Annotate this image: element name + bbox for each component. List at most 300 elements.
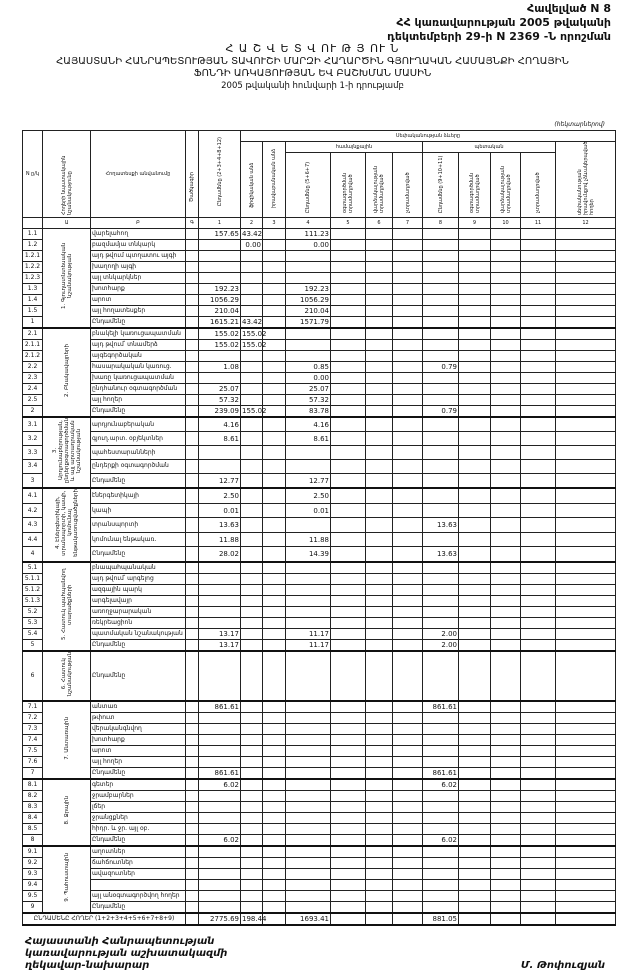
value-cell	[491, 735, 521, 746]
value-cell	[556, 824, 616, 835]
group-label: 2. Բնակավայրերի	[63, 344, 70, 397]
land-type-name: ավազուտներ	[91, 869, 186, 880]
value-cell	[556, 273, 616, 284]
value-cell	[491, 518, 521, 533]
value-cell	[423, 503, 459, 518]
value-cell	[423, 651, 459, 701]
grand-total-value	[459, 913, 491, 925]
value-cell	[521, 701, 556, 713]
value-cell	[556, 813, 616, 824]
value-cell	[286, 735, 331, 746]
value-cell	[459, 617, 491, 628]
value-cell	[423, 880, 459, 891]
value-cell	[521, 880, 556, 891]
table-row	[23, 735, 616, 746]
land-type-name: այլ հողատեսքեր	[91, 306, 186, 317]
value-cell	[521, 869, 556, 880]
value-cell	[366, 229, 393, 240]
code-cell	[186, 724, 199, 735]
value-cell	[241, 701, 263, 713]
value-cell	[263, 779, 286, 791]
value-cell: 14.39	[286, 547, 331, 562]
value-cell	[556, 713, 616, 724]
value-cell	[366, 384, 393, 395]
value-cell	[263, 351, 286, 362]
value-cell	[521, 417, 556, 432]
value-cell	[366, 846, 393, 858]
value-cell	[286, 701, 331, 713]
value-cell	[263, 306, 286, 317]
value-cell	[423, 373, 459, 384]
header-col-text: օգտագործման տրամադրված	[342, 172, 354, 213]
value-cell: 12.77	[286, 473, 331, 488]
value-cell	[366, 835, 393, 847]
value-cell	[491, 362, 521, 373]
value-cell	[459, 488, 491, 503]
table-row	[23, 340, 616, 351]
value-cell	[556, 651, 616, 701]
subtotal-row	[23, 547, 616, 562]
row-number: 4.4	[23, 532, 43, 547]
value-cell	[459, 240, 491, 251]
value-cell	[393, 757, 423, 768]
value-cell	[366, 417, 393, 432]
value-cell	[286, 858, 331, 869]
header-no-text: N ը/կ	[25, 170, 40, 177]
value-cell	[366, 802, 393, 813]
value-cell	[423, 432, 459, 446]
value-cell	[241, 869, 263, 880]
land-type-name: այգեգործական	[91, 351, 186, 362]
value-cell	[366, 573, 393, 584]
value-cell	[393, 306, 423, 317]
value-cell	[459, 406, 491, 418]
value-cell: 0.01	[199, 503, 241, 518]
code-cell	[186, 791, 199, 802]
value-cell	[521, 713, 556, 724]
value-cell	[556, 902, 616, 914]
value-cell	[241, 251, 263, 262]
value-cell	[459, 351, 491, 362]
value-cell	[331, 713, 366, 724]
signatory-name: Մ. Թոփուզյան	[520, 960, 605, 972]
table-row	[23, 262, 616, 273]
value-cell	[331, 824, 366, 835]
value-cell: 57.32	[199, 395, 241, 406]
value-cell	[263, 573, 286, 584]
code-cell	[186, 406, 199, 418]
value-cell	[556, 835, 616, 847]
value-cell	[423, 595, 459, 606]
group-cell	[43, 488, 91, 562]
code-cell	[186, 351, 199, 362]
value-cell	[263, 384, 286, 395]
value-cell: 2.50	[199, 488, 241, 503]
value-cell	[331, 240, 366, 251]
value-cell	[241, 858, 263, 869]
value-cell	[393, 273, 423, 284]
row-number: 6	[23, 651, 43, 701]
value-cell: 25.07	[199, 384, 241, 395]
value-cell	[491, 713, 521, 724]
value-cell	[491, 880, 521, 891]
value-cell	[263, 746, 286, 757]
value-cell	[423, 584, 459, 595]
header-col-text: Ընդամենը (5+6+7)	[305, 161, 311, 213]
value-cell	[393, 802, 423, 813]
value-cell	[491, 562, 521, 574]
value-cell	[366, 362, 393, 373]
value-cell	[521, 460, 556, 474]
value-cell	[393, 362, 423, 373]
value-cell: 861.61	[199, 701, 241, 713]
row-number: 1.5	[23, 306, 43, 317]
value-cell	[459, 340, 491, 351]
land-type-name: բազմամյա տնկարկ	[91, 240, 186, 251]
code-cell	[186, 813, 199, 824]
value-cell	[459, 547, 491, 562]
value-cell	[331, 835, 366, 847]
value-cell	[331, 229, 366, 240]
value-cell	[491, 584, 521, 595]
value-cell	[286, 328, 331, 340]
value-cell	[491, 768, 521, 780]
value-cell	[521, 373, 556, 384]
value-cell	[241, 503, 263, 518]
value-cell	[366, 373, 393, 384]
header-col-10	[491, 153, 521, 218]
value-cell	[286, 779, 331, 791]
value-cell	[459, 846, 491, 858]
row-number: 8.2	[23, 791, 43, 802]
value-cell	[393, 373, 423, 384]
value-cell	[459, 503, 491, 518]
value-cell	[521, 746, 556, 757]
group-label: 9. Պահուստային	[63, 853, 70, 903]
row-number: 8.4	[23, 813, 43, 824]
value-cell	[366, 488, 393, 503]
value-cell	[331, 779, 366, 791]
value-cell	[491, 384, 521, 395]
value-cell	[459, 584, 491, 595]
value-cell	[366, 351, 393, 362]
value-cell	[286, 813, 331, 824]
value-cell	[263, 757, 286, 768]
grand-total-value: 198.44	[242, 915, 267, 924]
table-row	[23, 791, 616, 802]
code-cell	[186, 735, 199, 746]
value-cell	[286, 562, 331, 574]
subtotal-row	[23, 639, 616, 651]
value-cell	[491, 813, 521, 824]
header-col-4	[286, 153, 331, 218]
value-cell	[423, 306, 459, 317]
land-type-name: առողջարարական	[91, 606, 186, 617]
value-cell	[521, 306, 556, 317]
value-cell	[393, 639, 423, 651]
value-cell	[423, 351, 459, 362]
value-cell	[331, 880, 366, 891]
value-cell	[241, 284, 263, 295]
value-cell	[393, 328, 423, 340]
value-cell	[241, 824, 263, 835]
value-cell	[331, 562, 366, 574]
code-cell	[186, 306, 199, 317]
value-cell: 4.16	[286, 417, 331, 432]
value-cell	[423, 395, 459, 406]
code-cell	[186, 779, 199, 791]
value-cell	[366, 317, 393, 329]
header-col-5	[331, 153, 366, 218]
value-cell	[556, 306, 616, 317]
value-cell	[393, 395, 423, 406]
subtotal-row	[23, 317, 616, 329]
table-row	[23, 813, 616, 824]
value-cell	[366, 724, 393, 735]
row-number: 7.4	[23, 735, 43, 746]
code-cell	[186, 880, 199, 891]
value-cell	[491, 617, 521, 628]
land-type-name: անտառ	[91, 701, 186, 713]
value-cell	[366, 880, 393, 891]
table-row	[23, 432, 616, 446]
value-cell	[331, 846, 366, 858]
value-cell	[521, 518, 556, 533]
land-type-name: այդ թվում՝ արգելոց	[91, 573, 186, 584]
code-cell	[186, 606, 199, 617]
value-cell	[331, 373, 366, 384]
value-cell	[241, 891, 263, 902]
value-cell	[263, 846, 286, 858]
value-cell	[331, 902, 366, 914]
value-cell	[263, 362, 286, 373]
column-number: 3	[263, 218, 286, 229]
value-cell	[459, 306, 491, 317]
value-cell	[286, 340, 331, 351]
value-cell	[521, 891, 556, 902]
value-cell: 157.65	[199, 229, 241, 240]
value-cell	[459, 746, 491, 757]
value-cell	[393, 262, 423, 273]
code-cell	[186, 639, 199, 651]
table-row	[23, 802, 616, 813]
value-cell	[241, 473, 263, 488]
value-cell	[331, 340, 366, 351]
value-cell	[199, 262, 241, 273]
value-cell	[241, 617, 263, 628]
value-cell	[393, 432, 423, 446]
grand-total-value: 881.05	[423, 913, 459, 925]
value-cell	[459, 869, 491, 880]
value-cell	[241, 606, 263, 617]
value-cell: 6.02	[423, 835, 459, 847]
value-cell	[491, 835, 521, 847]
row-number: 5.2	[23, 606, 43, 617]
value-cell	[521, 606, 556, 617]
value-cell	[491, 701, 521, 713]
value-cell	[331, 317, 366, 329]
code-cell	[186, 373, 199, 384]
value-cell	[241, 639, 263, 651]
value-cell	[366, 284, 393, 295]
value-cell	[491, 251, 521, 262]
value-cell	[393, 547, 423, 562]
group-label: 4. Էներգետիկայի, տրանսպորտի, կապի, կոմունալ ենթակառուցվածքների	[54, 489, 79, 557]
value-cell	[263, 595, 286, 606]
value-cell: 6.02	[423, 779, 459, 791]
value-cell	[263, 802, 286, 813]
header-total	[199, 131, 241, 218]
value-cell	[366, 340, 393, 351]
row-number: 4.2	[23, 503, 43, 518]
value-cell: 1571.79	[286, 317, 331, 329]
value-cell	[366, 306, 393, 317]
value-cell	[521, 595, 556, 606]
header-col-text: չտրամադրված	[404, 172, 411, 213]
value-cell	[393, 880, 423, 891]
value-cell	[263, 735, 286, 746]
footer-line-3: ղեկավար-նախարար	[25, 960, 150, 972]
value-cell	[491, 340, 521, 351]
value-cell	[459, 858, 491, 869]
value-cell	[331, 395, 366, 406]
value-cell	[366, 735, 393, 746]
subtotal-row	[23, 902, 616, 914]
group-label: 3. Արդյունաբերության, ընդերքօգտագործման և այլ արտադրական նշանակության	[51, 417, 82, 484]
value-cell	[459, 606, 491, 617]
row-number: 3.3	[23, 446, 43, 460]
table-row	[23, 362, 616, 373]
row-number: 9.5	[23, 891, 43, 902]
code-cell	[186, 573, 199, 584]
value-cell	[366, 713, 393, 724]
group-cell	[43, 701, 91, 779]
value-cell	[241, 735, 263, 746]
group-label: 1. Գյուղատնտեսական նշանակության	[60, 242, 73, 310]
table-row	[23, 395, 616, 406]
code-cell	[186, 229, 199, 240]
row-number: 4.3	[23, 518, 43, 533]
header-purpose	[43, 131, 91, 218]
code-cell	[186, 251, 199, 262]
value-cell	[199, 802, 241, 813]
value-cell	[393, 317, 423, 329]
value-cell	[556, 251, 616, 262]
value-cell	[241, 351, 263, 362]
units-note: (հեկտարներով)	[554, 121, 605, 128]
value-cell	[393, 532, 423, 547]
value-cell	[331, 273, 366, 284]
value-cell	[491, 547, 521, 562]
header-col-text: սեփականության իրավունքով չձևակերպված հողեր	[576, 141, 595, 215]
value-cell	[459, 813, 491, 824]
group-cell	[43, 846, 91, 913]
header-code	[186, 131, 199, 218]
value-cell	[491, 802, 521, 813]
value-cell	[199, 351, 241, 362]
subtotal-row	[23, 835, 616, 847]
value-cell	[199, 858, 241, 869]
value-cell	[423, 240, 459, 251]
value-cell	[241, 373, 263, 384]
value-cell	[199, 824, 241, 835]
table-row	[23, 306, 616, 317]
value-cell	[263, 373, 286, 384]
value-cell	[263, 295, 286, 306]
value-cell	[459, 768, 491, 780]
value-cell	[459, 639, 491, 651]
value-cell	[263, 713, 286, 724]
value-cell	[521, 858, 556, 869]
row-number: 1.4	[23, 295, 43, 306]
value-cell	[556, 562, 616, 574]
value-cell	[393, 295, 423, 306]
value-cell: 155.02	[199, 328, 241, 340]
value-cell	[521, 824, 556, 835]
value-cell	[393, 446, 423, 460]
value-cell	[331, 858, 366, 869]
value-cell	[366, 858, 393, 869]
row-number: 5.3	[23, 617, 43, 628]
value-cell: 861.61	[423, 701, 459, 713]
value-cell	[459, 628, 491, 639]
value-cell	[459, 735, 491, 746]
value-cell	[521, 284, 556, 295]
value-cell	[263, 547, 286, 562]
value-cell	[459, 779, 491, 791]
value-cell	[263, 791, 286, 802]
value-cell	[366, 639, 393, 651]
land-type-name: այլ անօգտագործվող հողեր	[91, 891, 186, 902]
column-number: 10	[491, 218, 521, 229]
column-number: 4	[286, 218, 331, 229]
value-cell	[366, 547, 393, 562]
value-cell	[521, 835, 556, 847]
land-type-name: բնակելի կառուցապատման	[91, 328, 186, 340]
decree-line-1: ՀՀ կառավարության 2005 թվականի	[396, 16, 611, 29]
header-col-2	[241, 142, 263, 218]
report-body	[22, 130, 615, 976]
value-cell	[393, 891, 423, 902]
group-cell	[43, 562, 91, 651]
value-cell	[556, 869, 616, 880]
value-cell	[286, 768, 331, 780]
value-cell	[199, 273, 241, 284]
land-type-name: խոտհարք	[91, 735, 186, 746]
value-cell	[366, 606, 393, 617]
document-subtitle-2: ՖՈՆԴԻ ԱՌԿԱՅՈՒԹՅԱՆ ԵՎ ԲԱՇԽՄԱՆ ՄԱՍԻՆ	[193, 68, 432, 79]
value-cell	[199, 651, 241, 701]
code-cell	[186, 240, 199, 251]
value-cell	[366, 532, 393, 547]
value-cell	[331, 473, 366, 488]
value-cell	[491, 724, 521, 735]
value-cell	[393, 460, 423, 474]
value-cell	[393, 240, 423, 251]
group-label: 6. Հատուկ նշանակության	[60, 651, 73, 697]
value-cell	[491, 395, 521, 406]
value-cell	[556, 229, 616, 240]
value-cell	[393, 562, 423, 574]
value-cell	[286, 835, 331, 847]
table-row	[23, 295, 616, 306]
value-cell	[286, 251, 331, 262]
grand-total-value	[521, 913, 556, 925]
column-number: 5	[331, 218, 366, 229]
value-cell	[241, 651, 263, 701]
column-number: Ա	[43, 218, 91, 229]
column-number: 1	[199, 218, 241, 229]
